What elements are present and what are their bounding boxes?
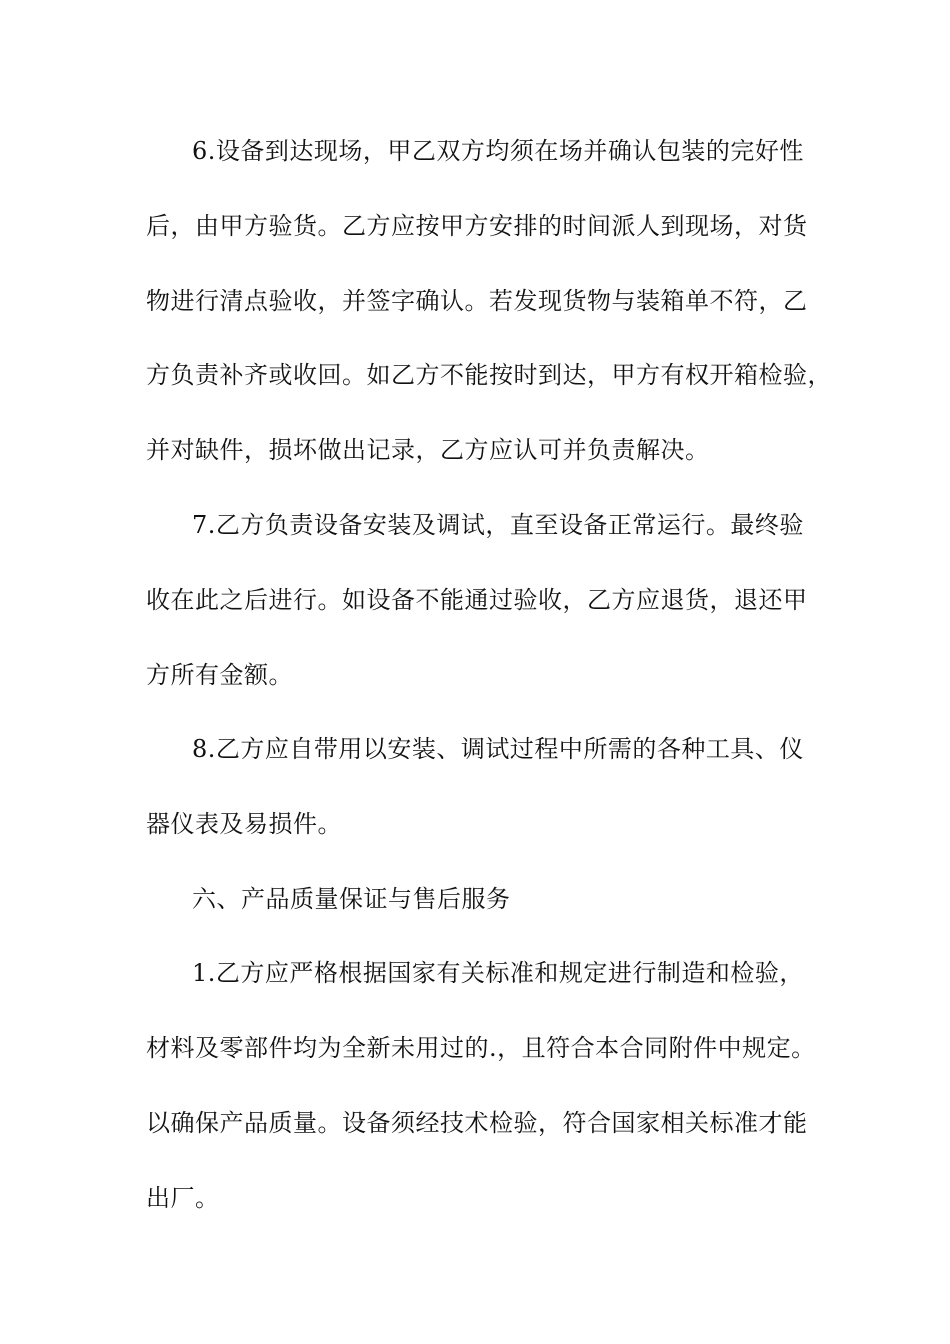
paragraph-s6-1-line-4: 出厂。 [146,1184,220,1212]
paragraph-7-line-3: 方所有金额。 [146,661,293,689]
paragraph-6-line-5: 并对缺件，损坏做出记录，乙方应认可并负责解决。 [146,436,710,464]
paragraph-6-line-4: 方负责补齐或收回。如乙方不能按时到达，甲方有权开箱检验， [146,361,832,389]
paragraph-6-line-2: 后，由甲方验货。乙方应按甲方安排的时间派人到现场，对货 [146,212,808,240]
paragraph-s6-1-line-3: 以确保产品质量。设备须经技术检验，符合国家相关标准才能 [146,1109,808,1137]
paragraph-6-line-3: 物进行清点验收，并签字确认。若发现货物与装箱单不符，乙 [146,287,808,315]
paragraph-8-line-1: 8.乙方应自带用以安装、调试过程中所需的各种工具、仪 [192,735,804,763]
paragraph-7-line-1: 7.乙方负责设备安装及调试，直至设备正常运行。最终验 [192,511,804,539]
paragraph-s6-1-line-1: 1.乙方应严格根据国家有关标准和规定进行制造和检验， [192,959,804,987]
paragraph-6-line-1: 6.设备到达现场，甲乙双方均须在场并确认包装的完好性 [192,137,804,165]
paragraph-7-line-2: 收在此之后进行。如设备不能通过验收，乙方应退货，退还甲 [146,586,808,614]
paragraph-8-line-2: 器仪表及易损件。 [146,810,342,838]
paragraph-s6-1-line-2: 材料及零部件均为全新未用过的.，且符合本合同附件中规定。 [146,1034,816,1062]
section-heading-6: 六、产品质量保证与售后服务 [192,885,511,913]
